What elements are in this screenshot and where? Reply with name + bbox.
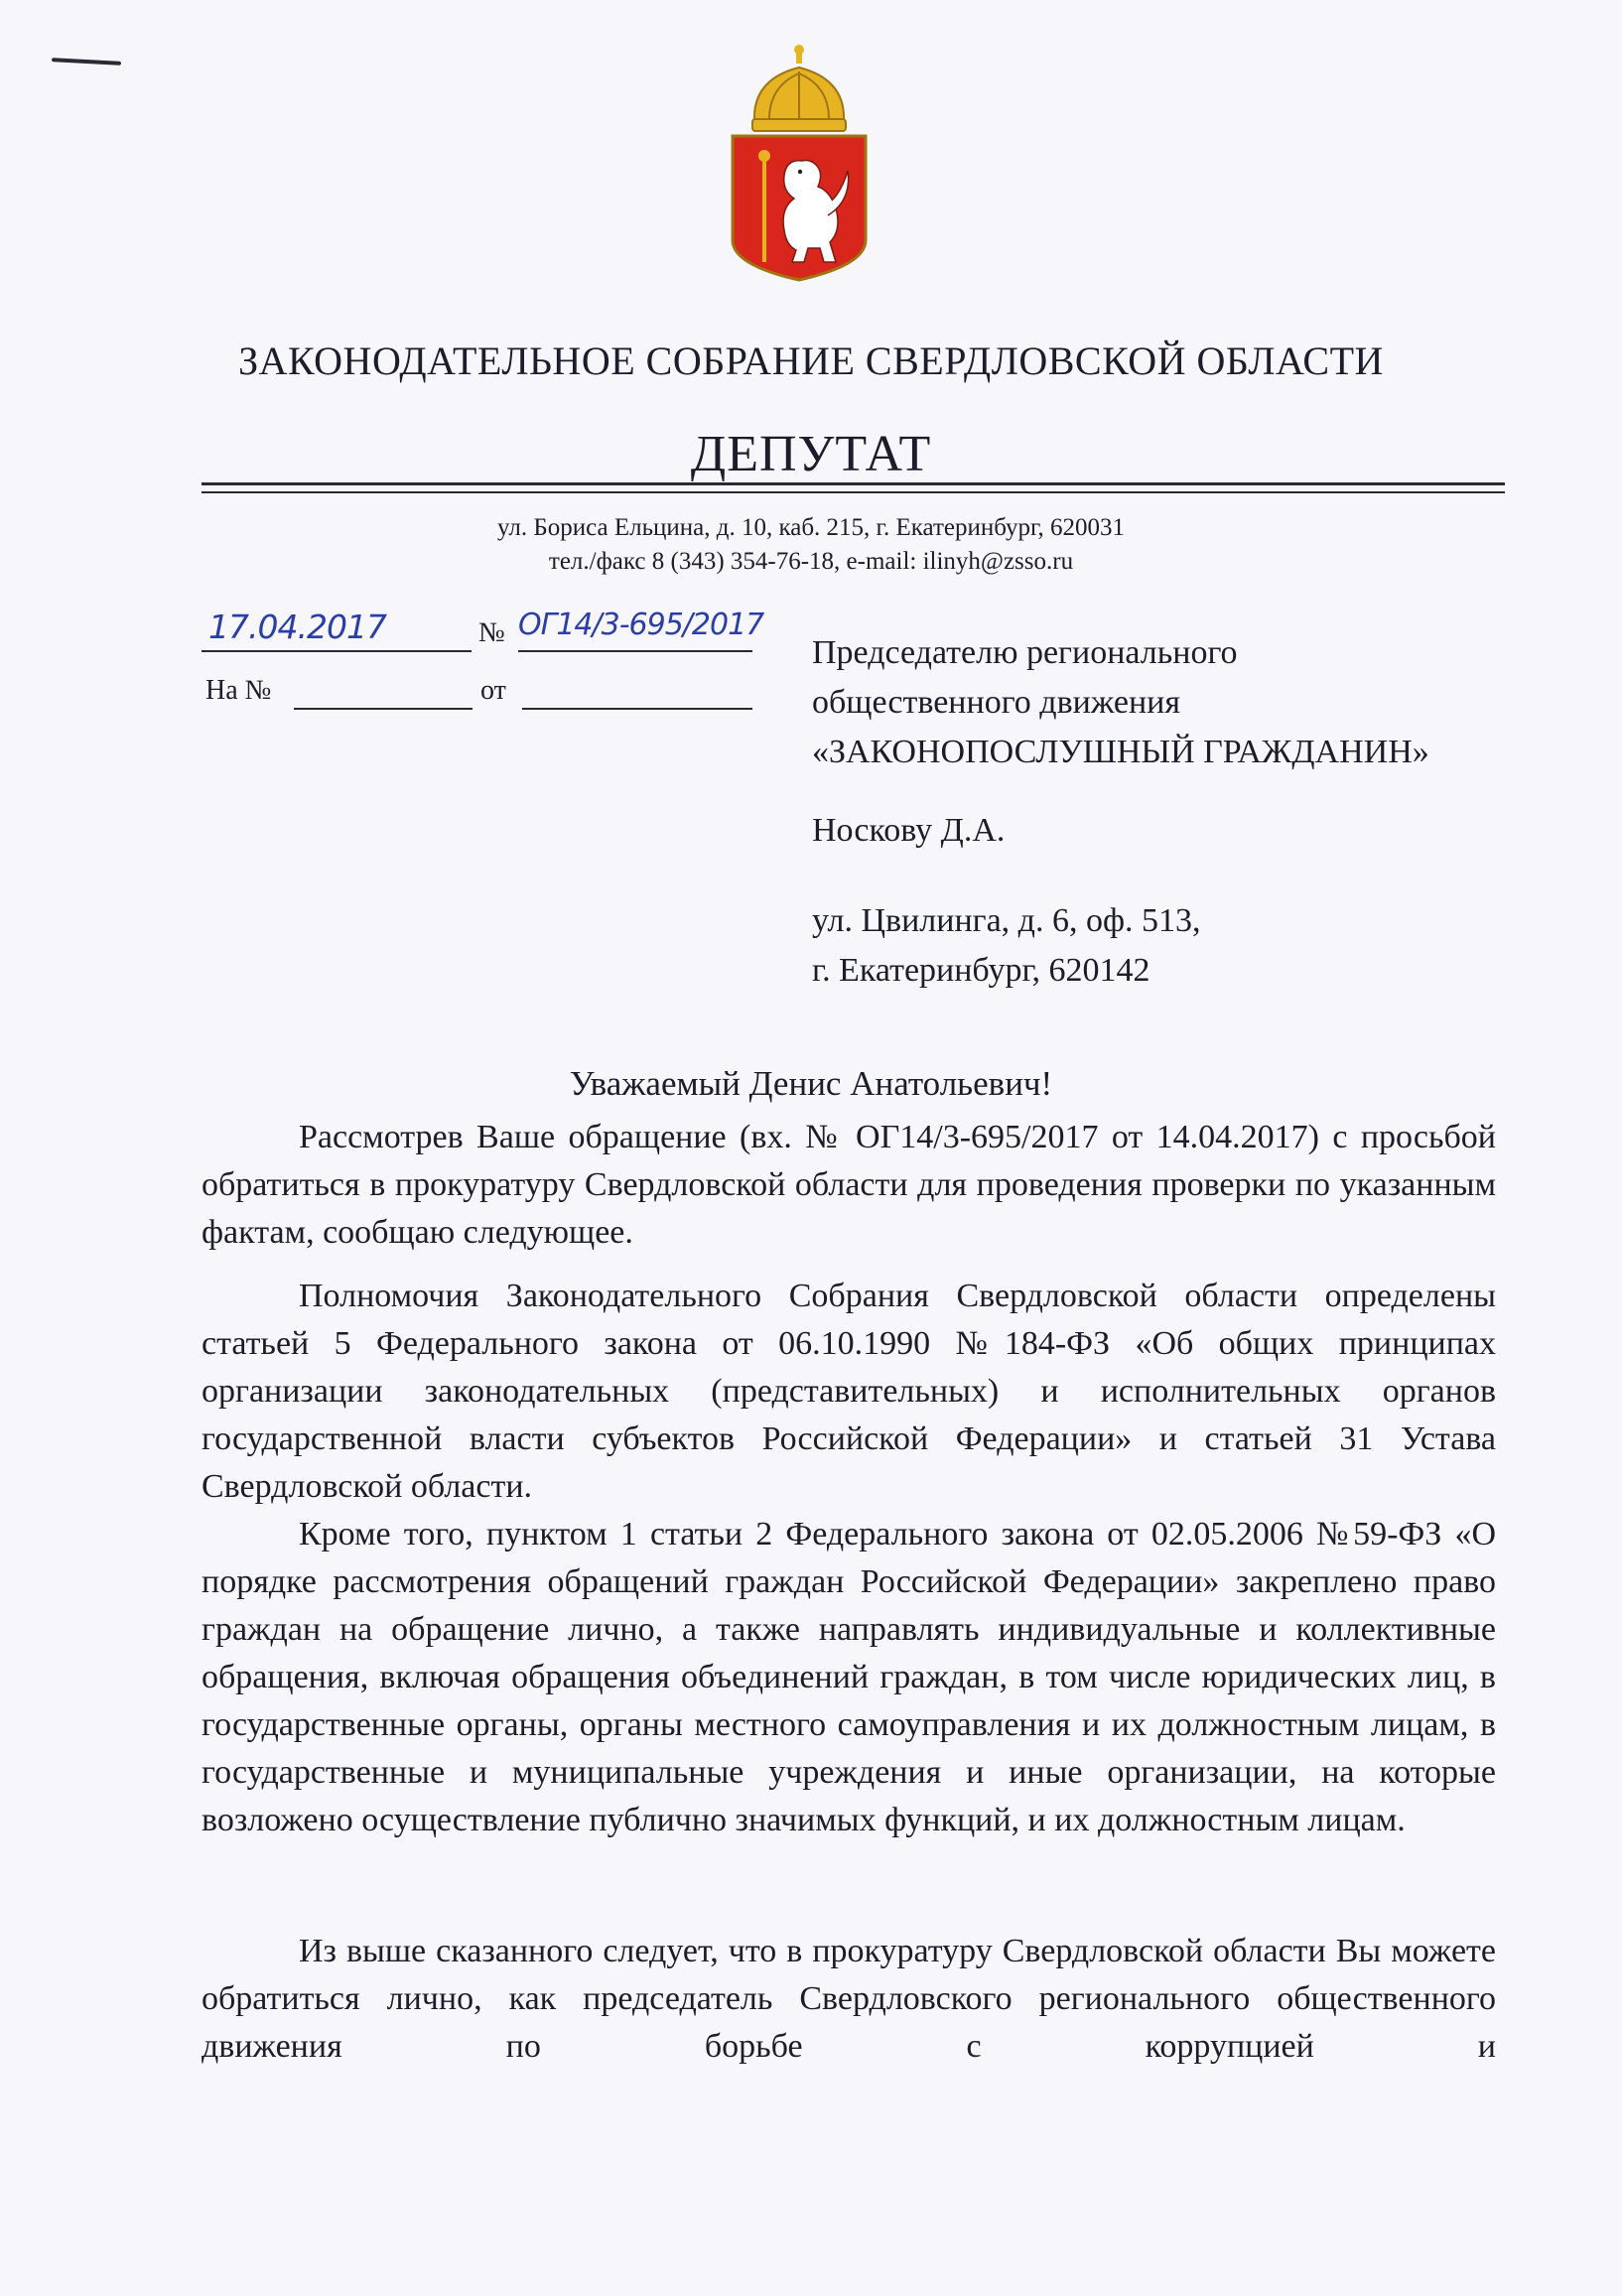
number-underline bbox=[518, 650, 752, 652]
organization-name: ЗАКОНОДАТЕЛЬНОЕ СОБРАНИЕ СВЕРДЛОВСКОЙ ОБЛАСТИ bbox=[238, 338, 1384, 383]
recipient-line: «ЗАКОНОПОСЛУШНЫЙ ГРАЖДАНИН» bbox=[812, 734, 1429, 770]
header-rule-thick bbox=[202, 482, 1505, 485]
scan-mark bbox=[52, 58, 121, 66]
from-label: от bbox=[480, 675, 506, 706]
body-paragraph: Полномочия Законодательного Собрания Свердловской области определены статьей 5 Федерального закона от 06.10.1990 №184-ФЗ «Об общих принципах организации законодательных (представительных) и исполнительных органов государственной власти субъектов Российской Федерации» и статьей 31 Устава Свердловской области. bbox=[202, 1278, 1496, 1505]
recipient-title bbox=[812, 628, 1429, 777]
outgoing-date: 17.04.2017 bbox=[208, 608, 386, 646]
recipient-address-line: г. Екатеринбург, 620142 bbox=[812, 952, 1150, 989]
document-title: ДЕПУТАТ bbox=[690, 426, 932, 482]
header-rule-thin bbox=[202, 491, 1505, 493]
recipient-name: Носкову Д.А. bbox=[812, 812, 1006, 849]
reference-underline bbox=[294, 708, 473, 710]
body-paragraph: Кроме того, пунктом 1 статьи 2 Федерального закона от 02.05.2006 №59-ФЗ «О порядке рассмотрения обращений граждан Российской Федерации» закреплено право граждан на обращение лично, а также направлять индивидуальные и коллективные обращения, включая обращения объединений граждан, в том числе юридических лиц, в государственные органы, органы местного самоуправления и их должностным лицам, в государственные и муниципальные учреждения и иные организации, на которые возложено осуществление публично значимых функций, и их должностным лицам. bbox=[202, 1516, 1496, 1838]
body-paragraph: Из выше сказанного следует, что в прокуратуру Свердловской области Вы можете обратиться лично, как председатель Свердловского регионального общественного движения по борьбе с коррупцией и bbox=[202, 1933, 1496, 2065]
salutation: Уважаемый Денис Анатольевич! bbox=[569, 1064, 1053, 1103]
body-paragraph: Рассмотрев Ваше обращение (вх. № ОГ14/3-695/2017 от 14.04.2017) с просьбой обратиться в прокуратуру Свердловской области для проведения проверки по указанным фактам, сообщаю следующее. bbox=[202, 1119, 1496, 1251]
date-underline bbox=[202, 650, 472, 652]
recipient-address bbox=[812, 896, 1201, 996]
sverdlovsk-coat-of-arms-icon bbox=[725, 42, 874, 285]
recipient-line: Председателю регионального bbox=[812, 634, 1238, 671]
from-underline bbox=[522, 708, 752, 710]
sender-address: ул. Бориса Ельцина, д. 10, каб. 215, г. Екатеринбург, 620031 bbox=[497, 514, 1125, 541]
recipient-address-line: ул. Цвилинга, д. 6, оф. 513, bbox=[812, 902, 1201, 939]
number-label: № bbox=[478, 617, 505, 648]
sender-contacts: тел./факс 8 (343) 354-76-18, e-mail: ilinyh@zsso.ru bbox=[548, 548, 1074, 575]
recipient-line: общественного движения bbox=[812, 684, 1181, 721]
reference-label: На № bbox=[205, 675, 272, 706]
outgoing-number: ОГ14/3-695/2017 bbox=[518, 608, 764, 642]
